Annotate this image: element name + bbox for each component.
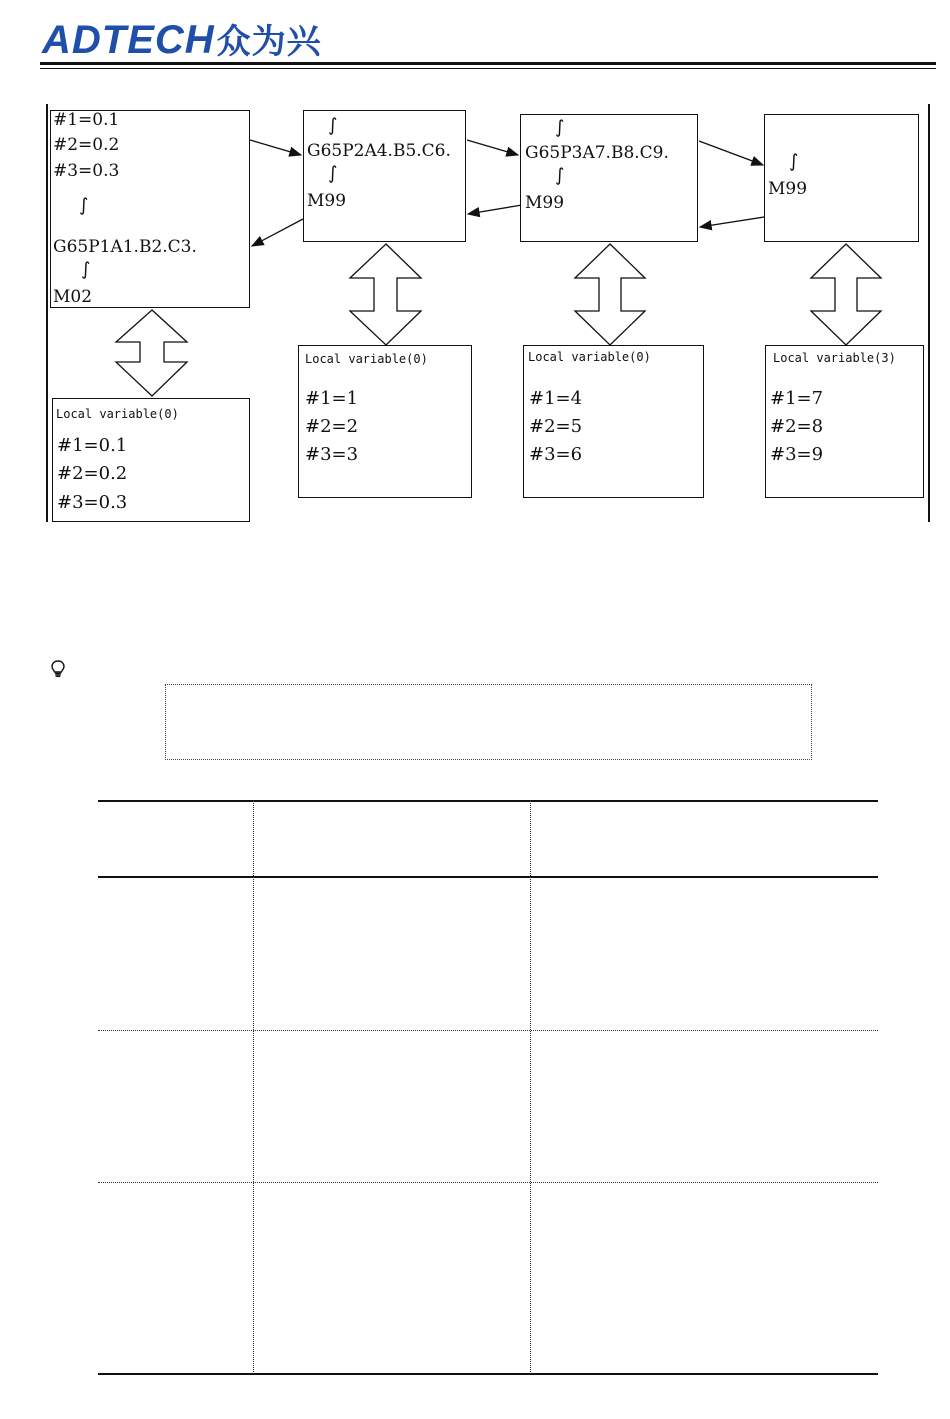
local-variable-box-main (52, 398, 250, 522)
main-line-2: #2=0.2 (53, 135, 120, 155)
local-variable-box-sub1 (298, 345, 472, 498)
subprogram-3-box (764, 114, 919, 242)
main-program-box (50, 110, 250, 308)
return-arrow-sub3-to-sub2 (700, 217, 764, 227)
sub1-squiggle-1: ∫ (328, 115, 338, 136)
call-arrow-sub1-to-sub2 (467, 140, 518, 155)
call-arrow-main-to-sub1 (250, 140, 301, 155)
local-variable-title: Local variable(0) (56, 407, 179, 421)
local-variable-box-sub2 (523, 345, 704, 498)
local-variable-2: #2=2 (305, 416, 359, 437)
lightbulb-icon (50, 660, 66, 678)
main-squiggle-2: ∫ (81, 259, 91, 280)
local-variable-3: #3=3 (305, 444, 359, 465)
main-end: M02 (53, 287, 93, 307)
logo-text: ADTECH (42, 18, 215, 62)
local-variable-1: #1=7 (770, 388, 824, 409)
subprogram-1-box (303, 110, 466, 242)
main-squiggle-1: ∫ (79, 195, 89, 216)
table-column-divider (253, 800, 254, 1374)
local-variable-3: #3=0.3 (57, 492, 128, 513)
main-line-3: #3=0.3 (53, 161, 120, 181)
local-variable-title: Local variable(3) (773, 351, 896, 365)
table-row-divider (98, 1182, 878, 1183)
return-arrow-sub2-to-sub1 (468, 205, 522, 214)
local-variable-title: Local variable(0) (305, 352, 428, 366)
local-variable-1: #1=1 (305, 388, 359, 409)
local-variable-3: #3=9 (770, 444, 824, 465)
table-bottom-rule (98, 1373, 878, 1375)
table-header-rule (98, 876, 878, 878)
sub1-squiggle-2: ∫ (328, 163, 338, 184)
sub1-end: M99 (307, 191, 347, 211)
double-arrow-sub3 (811, 244, 881, 345)
main-call: G65P1A1.B2.C3. (53, 237, 197, 257)
return-arrow-sub1-to-main (252, 219, 303, 246)
local-variable-2: #2=5 (529, 416, 583, 437)
double-arrow-main (116, 310, 187, 396)
sub1-call: G65P2A4.B5.C6. (307, 141, 451, 161)
table-column-divider (530, 800, 531, 1374)
local-variable-title: Local variable(0) (528, 350, 651, 364)
local-variable-1: #1=4 (529, 388, 583, 409)
double-arrow-sub1 (350, 244, 421, 345)
double-arrow-sub2 (575, 244, 645, 345)
table-row-divider (98, 1030, 878, 1031)
main-line-1: #1=0.1 (53, 110, 120, 130)
table-top-rule (98, 800, 878, 802)
call-arrow-sub2-to-sub3 (699, 141, 763, 165)
sub2-end: M99 (525, 193, 565, 213)
local-variable-2: #2=0.2 (57, 463, 128, 484)
subprogram-2-box (520, 114, 698, 242)
local-variable-1: #1=0.1 (57, 435, 128, 456)
note-box (165, 684, 812, 760)
sub2-squiggle-1: ∫ (555, 117, 565, 138)
sub2-call: G65P3A7.B8.C9. (525, 143, 669, 163)
local-variable-box-sub3 (765, 345, 924, 498)
sub3-end: M99 (768, 179, 808, 199)
logo-cn-text: 众为兴 (216, 23, 322, 61)
local-variable-2: #2=8 (770, 416, 824, 437)
local-variable-3: #3=6 (529, 444, 583, 465)
sub2-squiggle-2: ∫ (555, 165, 565, 186)
sub3-squiggle: ∫ (789, 151, 799, 172)
